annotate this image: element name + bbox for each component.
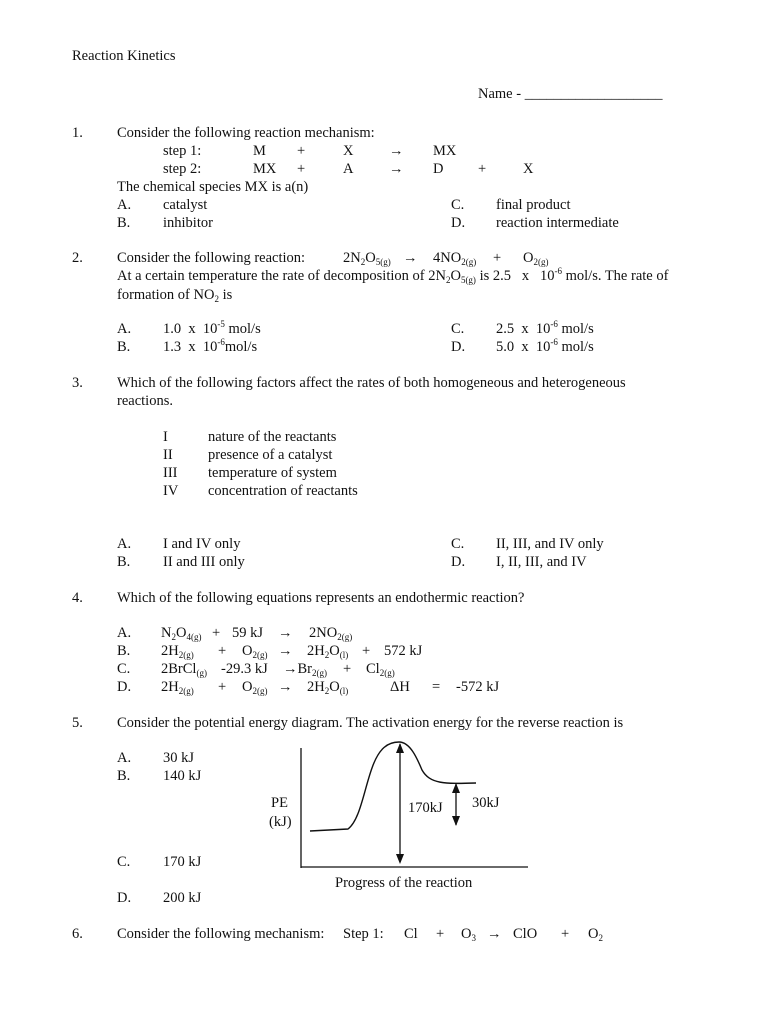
question-3-number: 3. xyxy=(72,375,83,391)
q4-option-d-letter[interactable]: D. xyxy=(117,679,132,695)
q1-option-b-text[interactable]: inhibitor xyxy=(163,215,213,231)
q1-step2-reactant-a: MX xyxy=(253,161,277,177)
q4-b-arrow: → xyxy=(278,643,293,659)
q1-option-a-letter[interactable]: A. xyxy=(117,197,132,213)
q4-c-product: $\to Br_{2(g)}$ xyxy=(283,661,327,678)
q1-step2-product-x: X xyxy=(523,161,534,177)
q4-c-cl2: $Cl_{2(g)}$ xyxy=(366,661,395,678)
q2-plus: + xyxy=(493,250,502,266)
q1-option-c-letter[interactable]: C. xyxy=(451,197,465,213)
q2-option-a-letter[interactable]: A. xyxy=(117,321,132,337)
q1-step1-product: MX xyxy=(433,143,457,159)
q5-option-b-letter[interactable]: B. xyxy=(117,768,131,784)
q3-option-c-text[interactable]: II, III, and IV only xyxy=(496,536,604,552)
q4-d-arrow: → xyxy=(278,679,293,695)
q4-a-plus: + xyxy=(212,625,221,641)
q3-option-c-letter[interactable]: C. xyxy=(451,536,465,552)
q6-plus: + xyxy=(436,926,445,942)
q1-step2-reactant-b: A xyxy=(343,161,354,177)
question-6-number: 6. xyxy=(72,926,83,942)
q1-step2-plus: + xyxy=(297,161,306,177)
q4-option-c-equation[interactable]: 2BrCl$_{(g)}$ xyxy=(161,661,207,678)
q3-factor-text: nature of the reactants xyxy=(208,429,337,445)
q4-b-o2: $O_{2(g)}$ xyxy=(242,643,268,660)
arrow-30kj-bottom-head xyxy=(452,816,460,826)
q1-step1-label: step 1: xyxy=(163,143,202,159)
q4-d-product: $2H_2O_{(l)}$ xyxy=(307,679,349,696)
q4-option-d-equation[interactable]: $2H_{2(g)}$ xyxy=(161,679,194,696)
q3-option-d-text[interactable]: I, II, III, and IV xyxy=(496,554,587,570)
label-170kj: 170kJ xyxy=(408,800,443,816)
q5-option-c-letter[interactable]: C. xyxy=(117,854,131,870)
q3-factor-text: temperature of system xyxy=(208,465,337,481)
q5-option-b-text[interactable]: 140 kJ xyxy=(163,768,202,784)
q2-arrow: → xyxy=(403,250,418,266)
q6-arrow: → xyxy=(487,926,502,942)
question-2-number: 2. xyxy=(72,250,83,266)
pe-energy-curve xyxy=(310,742,476,831)
name-label: Name - xyxy=(478,86,522,102)
q2-line3: formation of $NO_2$ is xyxy=(117,287,233,304)
q4-d-value: -572 kJ xyxy=(456,679,500,695)
q4-d-equals: = xyxy=(432,679,441,695)
q3-option-a-text[interactable]: I and IV only xyxy=(163,536,241,552)
q1-step1-reactant-b: X xyxy=(343,143,354,159)
q4-a-product: $2NO_{2(g)}$ xyxy=(309,625,353,642)
question-5-prompt: Consider the potential energy diagram. The activation energy for the reverse reaction is xyxy=(117,715,624,731)
question-1-number: 1. xyxy=(72,125,83,141)
pe-y-label-pe: PE xyxy=(271,795,288,811)
q4-d-delta-h: ΔH xyxy=(390,679,410,695)
arrow-30kj-top-head xyxy=(452,783,460,793)
q4-b-energy: 572 kJ xyxy=(384,643,423,659)
q2-option-b-text[interactable]: 1.3 x $10^{-6}mol/s$ xyxy=(163,337,258,355)
q1-step1-plus: + xyxy=(297,143,306,159)
q3-factor-roman: III xyxy=(163,465,178,481)
q4-d-o2: $O_{2(g)}$ xyxy=(242,679,268,696)
pe-x-label: Progress of the reaction xyxy=(335,875,473,891)
q5-option-a-text[interactable]: 30 kJ xyxy=(163,750,195,766)
q3-option-b-text[interactable]: II and III only xyxy=(163,554,245,570)
q2-option-c-text[interactable]: 2.5 x $10^{-6}$ mol/s xyxy=(496,319,594,337)
q1-option-d-text[interactable]: reaction intermediate xyxy=(496,215,619,231)
q4-option-c-letter[interactable]: C. xyxy=(117,661,131,677)
q1-option-c-text[interactable]: final product xyxy=(496,197,571,213)
q5-option-a-letter[interactable]: A. xyxy=(117,750,132,766)
q4-option-a-letter[interactable]: A. xyxy=(117,625,132,641)
q4-a-arrow: → xyxy=(278,625,293,641)
arrow-170kj-bottom-head xyxy=(396,854,404,864)
q3-factor-text: concentration of reactants xyxy=(208,483,358,499)
q4-option-b-equation[interactable]: $2H_{2(g)}$ xyxy=(161,643,194,660)
q2-reactant: $2N_2O_{5(g)}$ xyxy=(343,250,391,267)
q1-step1-arrow: → xyxy=(389,143,404,159)
q1-step1-reactant-a: M xyxy=(253,143,266,159)
q5-option-d-letter[interactable]: D. xyxy=(117,890,132,906)
q3-factor-roman: IV xyxy=(163,483,179,499)
q5-option-c-text[interactable]: 170 kJ xyxy=(163,854,202,870)
q1-step2-plus-2: + xyxy=(478,161,487,177)
q1-option-d-letter[interactable]: D. xyxy=(451,215,466,231)
question-4-number: 4. xyxy=(72,590,83,606)
q3-factor-roman: I xyxy=(163,429,168,445)
q2-option-d-text[interactable]: 5.0 x $10^{-6}$ mol/s xyxy=(496,337,594,355)
q2-product-no2: $4NO_{2(g)}$ xyxy=(433,250,477,267)
label-30kj: 30kJ xyxy=(472,795,500,811)
q3-option-a-letter[interactable]: A. xyxy=(117,536,132,552)
q3-option-d-letter[interactable]: D. xyxy=(451,554,466,570)
question-2-prompt: Consider the following reaction: xyxy=(117,250,306,266)
q4-b-plus: + xyxy=(218,643,227,659)
q3-factor-roman: II xyxy=(163,447,173,463)
pe-y-label-unit: (kJ) xyxy=(269,814,292,830)
q6-step-label: Step 1: xyxy=(343,926,384,942)
question-1-stem: The chemical species MX is a(n) xyxy=(117,179,309,195)
question-4-prompt: Which of the following equations represents an endothermic reaction? xyxy=(117,590,525,606)
q4-option-b-letter[interactable]: B. xyxy=(117,643,131,659)
q4-b-product: $2H_2O_{(l)}$ xyxy=(307,643,349,660)
q2-option-a-text[interactable]: 1.0 x $10^{-5}$ mol/s xyxy=(163,319,261,337)
question-1-prompt: Consider the following reaction mechanism: xyxy=(117,125,375,141)
q4-a-energy: 59 kJ xyxy=(232,625,264,641)
q4-b-plus-2: + xyxy=(362,643,371,659)
q6-plus-2: + xyxy=(561,926,570,942)
q3-factor-text: presence of a catalyst xyxy=(208,447,333,463)
q1-step2-label: step 2: xyxy=(163,161,202,177)
q2-option-b-letter[interactable]: B. xyxy=(117,339,131,355)
question-5-number: 5. xyxy=(72,715,83,731)
q1-step2-product-d: D xyxy=(433,161,444,177)
q5-option-d-text[interactable]: 200 kJ xyxy=(163,890,202,906)
q4-c-energy: -29.3 kJ xyxy=(221,661,268,677)
question-3-prompt-line2: reactions. xyxy=(117,393,173,409)
q2-option-c-letter[interactable]: C. xyxy=(451,321,465,337)
q1-option-a-text[interactable]: catalyst xyxy=(163,197,208,213)
arrow-170kj-top-head xyxy=(396,743,404,753)
q6-reactant-o3: $O_3$ xyxy=(461,926,476,943)
q4-d-plus: + xyxy=(218,679,227,695)
q1-step2-arrow: → xyxy=(389,161,404,177)
name-line: ___________________ xyxy=(524,86,663,102)
q4-option-a-equation[interactable]: $N_2O_{4(g)}$ xyxy=(161,625,202,642)
q3-option-b-letter[interactable]: B. xyxy=(117,554,131,570)
q1-option-b-letter[interactable]: B. xyxy=(117,215,131,231)
q6-reactant-cl: Cl xyxy=(404,926,418,942)
q2-line2: At a certain temperature the rate of decomposition of $2N_2O_{5(g)}$ is 2.5 x $10^{-6}$ mol/s. The rate of xyxy=(117,266,669,285)
q6-product-o2: $O_2$ xyxy=(588,926,603,943)
question-3-prompt-line1: Which of the following factors affect the rates of both homogeneous and heterogeneous xyxy=(117,375,626,391)
worksheet-title: Reaction Kinetics xyxy=(72,48,176,64)
q4-c-plus: + xyxy=(343,661,352,677)
question-6-prompt: Consider the following mechanism: xyxy=(117,926,325,942)
q2-product-o2: $O_{2(g)}$ xyxy=(523,250,549,267)
q6-product-clo: ClO xyxy=(513,926,538,942)
q2-option-d-letter[interactable]: D. xyxy=(451,339,466,355)
